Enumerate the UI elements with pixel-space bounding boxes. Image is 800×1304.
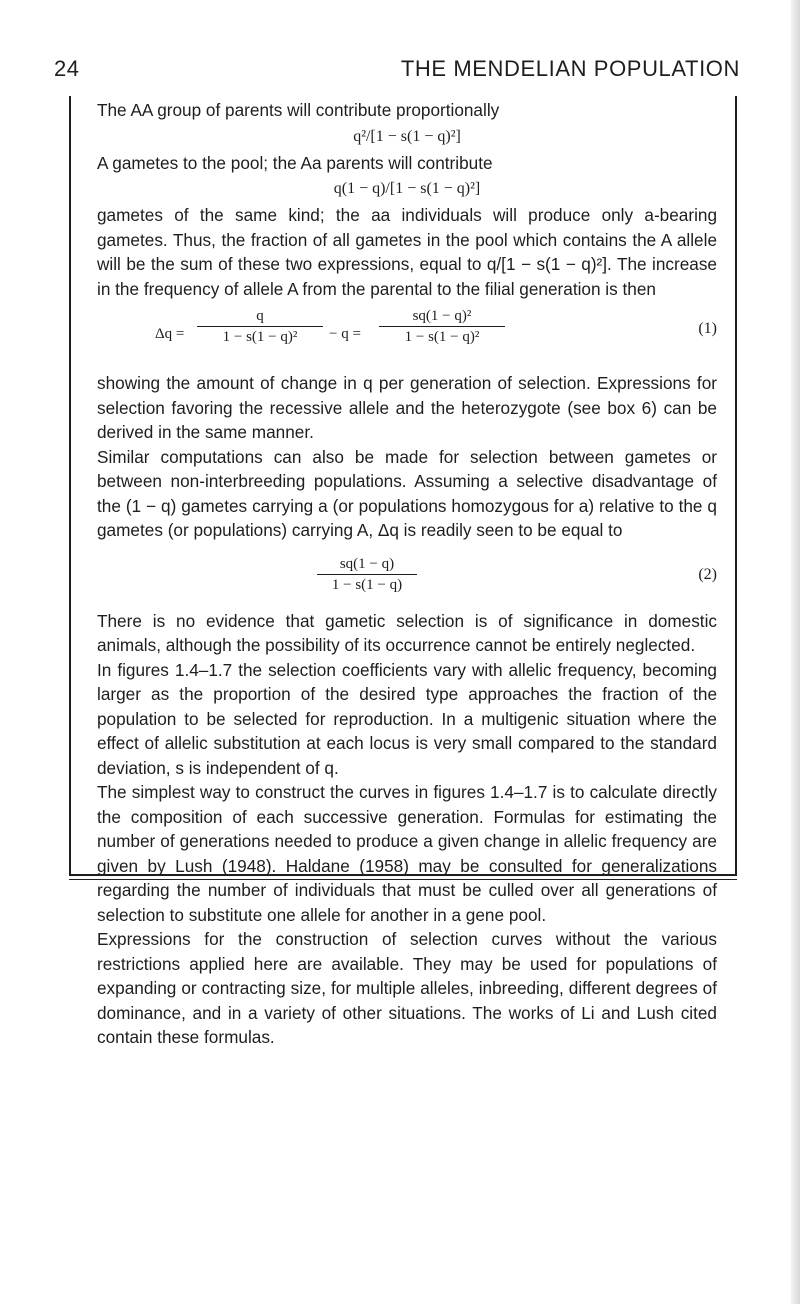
equation-number: (2) (698, 565, 717, 583)
paragraph: Expressions for the construction of selection curves without the various restrictions applied here are available. They may be used for populations of expanding or contracting size, for multiple alleles, inbreeding, different degrees of dominance, and in a variety of other situations. The works of Li and Lush cited contain these formulas. (97, 929, 717, 1047)
paragraph: Similar computations can also be made for selection between gametes or between non-interbreeding populations. Assuming a selective disadvantage of the (1 − q) gametes carrying a (or populations homozygous for a) relative to the q gametes (or populations) carrying A, Δq is readily seen to be equal to (97, 446, 717, 540)
fraction-1-numerator: q (197, 307, 323, 327)
paragraph: A gametes to the pool; the Aa parents will contribute (97, 152, 493, 173)
paragraph: The simplest way to construct the curves in figures 1.4–1.7 is to calculate directly the composition of each successive generation. Formulas for estimating the number of generations needed to produce a given change in allelic frequency are given by Lush (1948). Haldane (1958) may be consulted for generalizations regarding the number of individuals that must be culled over all generations of selection to substitute one allele for another in a gene pool. (97, 782, 717, 925)
equation-1 (97, 301, 717, 371)
fraction-1-denominator: 1 − s(1 − q)² (222, 329, 298, 345)
box-border-left (69, 96, 71, 876)
paragraph: There is no evidence that gametic selection is of significance in domestic animals, although the possibility of its occurrence cannot be entirely neglected. (97, 610, 717, 655)
paragraph: The AA group of parents will contribute proportionally (97, 100, 500, 120)
equation-number: (1) (698, 320, 717, 337)
page-edge-shadow (791, 0, 800, 1304)
equation-lhs: Δq = (155, 326, 185, 342)
fraction-eq2-numerator: sq(1 − q) (317, 555, 417, 575)
fraction-2 (379, 307, 505, 346)
box-content (97, 98, 717, 1050)
expression-aa-hetero-contribution: q(1 − q)/[1 − s(1 − q)²] (333, 180, 481, 197)
page-number: 24 (54, 56, 80, 81)
paragraph: In figures 1.4–1.7 the selection coefficients vary with allelic frequency, becoming larger as the proportion of the desired type approaches the fraction of the population to be selected for reproduction. In a multigenic situation where the effect of allelic substitution at each locus is very small compared to the standard deviation, s is independent of q. (97, 659, 717, 778)
running-head: THE MENDELIAN POPULATION (400, 56, 740, 81)
expression-aa-contribution: q²/[1 − s(1 − q)²] (353, 127, 461, 145)
page-header (54, 56, 740, 90)
fraction-eq2 (317, 555, 417, 594)
fraction-eq2-denominator: 1 − s(1 − q) (331, 576, 403, 593)
fraction-2-denominator: 1 − s(1 − q)² (404, 329, 480, 345)
paragraph: showing the amount of change in q per generation of selection. Expressions for selection favoring the recessive allele and the heterozygote (see box 6) can be derived in the same manner. (97, 373, 717, 442)
paragraph: gametes of the same kind; the aa individuals will produce only a-bearing gametes. Thus, the fraction of all gametes in the pool which contains the A allele will be the sum of these two expressions, equal to q/[1 − s(1 − q)²]. The increase in the frequency of allele A from the parental to the filial generation is then (97, 205, 717, 299)
equation-2 (97, 543, 717, 609)
box-border-right (735, 96, 737, 876)
equation-mid: − q = (329, 326, 361, 342)
fraction-1 (197, 307, 323, 346)
fraction-2-numerator: sq(1 − q)² (379, 307, 505, 327)
